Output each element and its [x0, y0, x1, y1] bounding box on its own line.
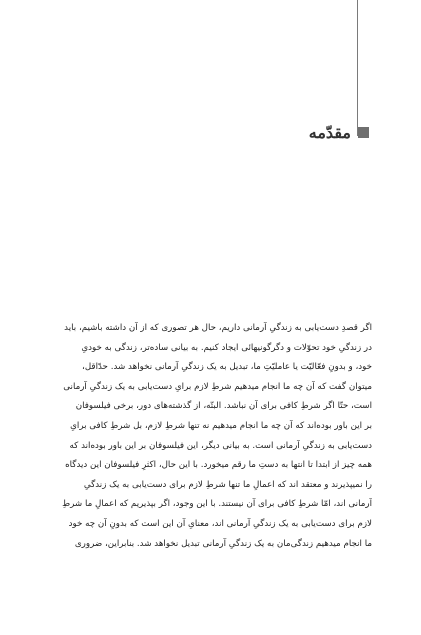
text-line: خود، و بدونِ فعّالیّت یا عاملیّتِ ما، تبدیل به یک زندگیِ آرمانی نخواهد شد. حدّاقل، — [82, 362, 372, 373]
chapter-heading — [309, 123, 369, 142]
heading-square-marker — [358, 127, 369, 138]
text-line: بر این باور بوده‌اند که آن چه ما انجام میدهیم نه تنها شرطِ لازم، بل شرطِ کافی برایِ — [70, 420, 372, 431]
text-line: ما انجام میدهیم زندگی‌مان به یک زندگیِ آرمانی تبدیل نخواهد شد. بنابراین، ضروری — [74, 538, 372, 549]
text-line: اگر قصدِ دست‌یابی به زندگیِ آرمانی داریم، حال هر تصوری که از آن داشته باشیم، باید — [64, 323, 372, 333]
text-line: همه چیز از ابتدا تا انتها به دستِ ما رقم میخورد. با این حال، اکثرِ فیلسوفان این دیدگاه — [65, 460, 372, 471]
chapter-title: مقدّمه — [308, 123, 351, 142]
text-line: را نمیپذیرند و معتقد اند که اعمالِ ما تنها شرطِ لازم برای دست‌یابی به یک زندگیِ — [83, 479, 372, 490]
text-line: در زندگیِ خود تحوّلات و دگرگونیهائی ایجاد کنیم. به بیانی ساده‌تر، زندگی به خودیِ — [81, 342, 372, 353]
text-line: دست‌یابی به زندگیِ آرمانی است. به بیانی دیگر، این فیلسوفان بر این باور بوده‌اند که — [69, 440, 372, 451]
top-vertical-rule — [357, 0, 358, 136]
text-line: است، حتّا اگر شرطِ کافی برای آن نباشد. البتّه، از گذشته‌های دور، برخی فیلسوفان — [75, 401, 372, 412]
text-line: لازم برای دست‌یابی به یک زندگیِ آرمانی اند، معنایِ آن این است که بدونِ آن چه خود — [68, 518, 372, 529]
text-line: میتوان گفت که آن چه ما انجام میدهیم شرطِ لازم برایِ دست‌یابی به یک زندگیِ آرمانی — [63, 381, 372, 392]
text-line: آرمانی اند، امّا شرطِ کافی برای آن نیستند. با این وجود، اگر بپذیریم که اعمالِ ما شرطِ — [62, 499, 372, 510]
body-paragraph — [44, 319, 372, 554]
